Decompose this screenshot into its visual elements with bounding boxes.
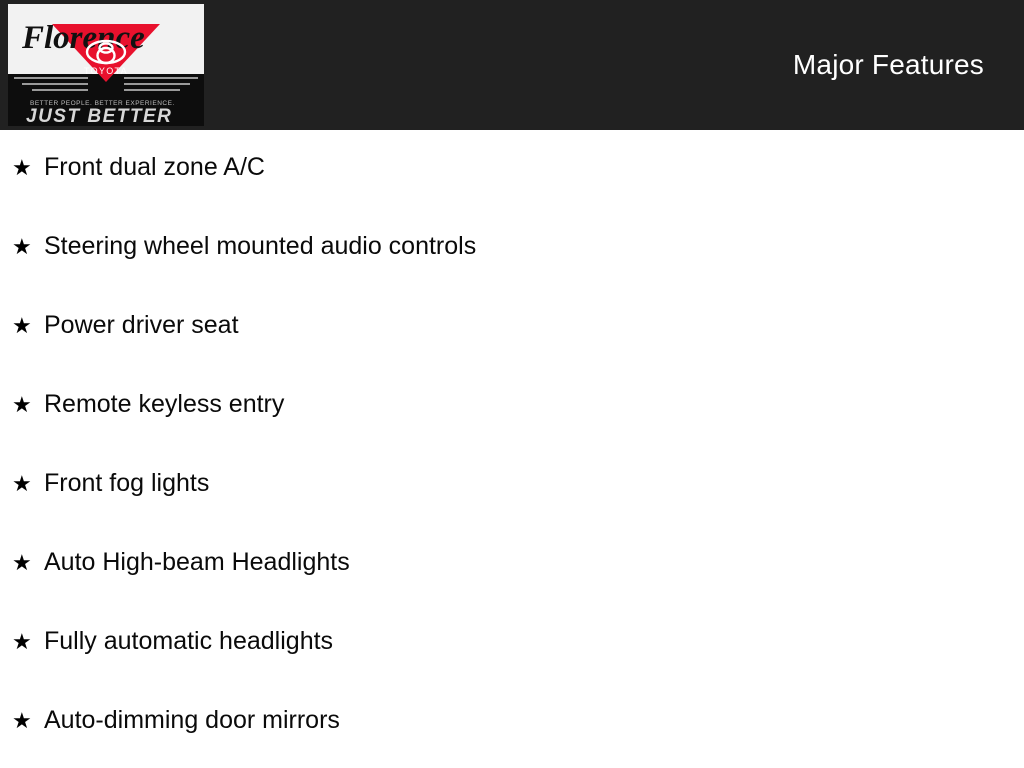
svg-text:Florence: Florence — [22, 20, 145, 56]
list-item — [0, 233, 1024, 312]
star-icon: ★ — [12, 234, 32, 259]
florence-toyota-logo-icon — [8, 4, 204, 126]
star-icon: ★ — [12, 155, 32, 180]
list-item — [0, 391, 1024, 470]
list-item — [0, 312, 1024, 391]
dealer-logo — [8, 4, 204, 126]
list-item-label: Auto High-beam Headlights — [44, 548, 350, 576]
star-icon: ★ — [12, 471, 32, 496]
list-item — [0, 154, 1024, 233]
features-list — [0, 130, 1024, 768]
list-item-label: Remote keyless entry — [44, 390, 285, 418]
svg-text:BETTER PEOPLE. BETTER EXPERIEN: BETTER PEOPLE. BETTER EXPERIENCE. — [30, 100, 175, 107]
list-item-label: Auto-dimming door mirrors — [44, 706, 340, 734]
svg-text:TOYOTA: TOYOTA — [84, 66, 128, 76]
list-item-label: Front dual zone A/C — [44, 153, 265, 181]
star-icon: ★ — [12, 550, 32, 575]
list-item-label: Steering wheel mounted audio controls — [44, 232, 477, 260]
star-icon: ★ — [12, 708, 32, 733]
list-item — [0, 470, 1024, 549]
list-item-label: Power driver seat — [44, 311, 239, 339]
list-item — [0, 549, 1024, 628]
star-icon: ★ — [12, 629, 32, 654]
svg-text:JUST BETTER: JUST BETTER — [26, 106, 173, 126]
star-icon: ★ — [12, 313, 32, 338]
list-item-label: Front fog lights — [44, 469, 210, 497]
page-title: Major Features — [792, 49, 984, 80]
list-item — [0, 707, 1024, 768]
list-item — [0, 628, 1024, 707]
list-item-label: Fully automatic headlights — [44, 627, 334, 655]
star-icon: ★ — [12, 392, 32, 417]
